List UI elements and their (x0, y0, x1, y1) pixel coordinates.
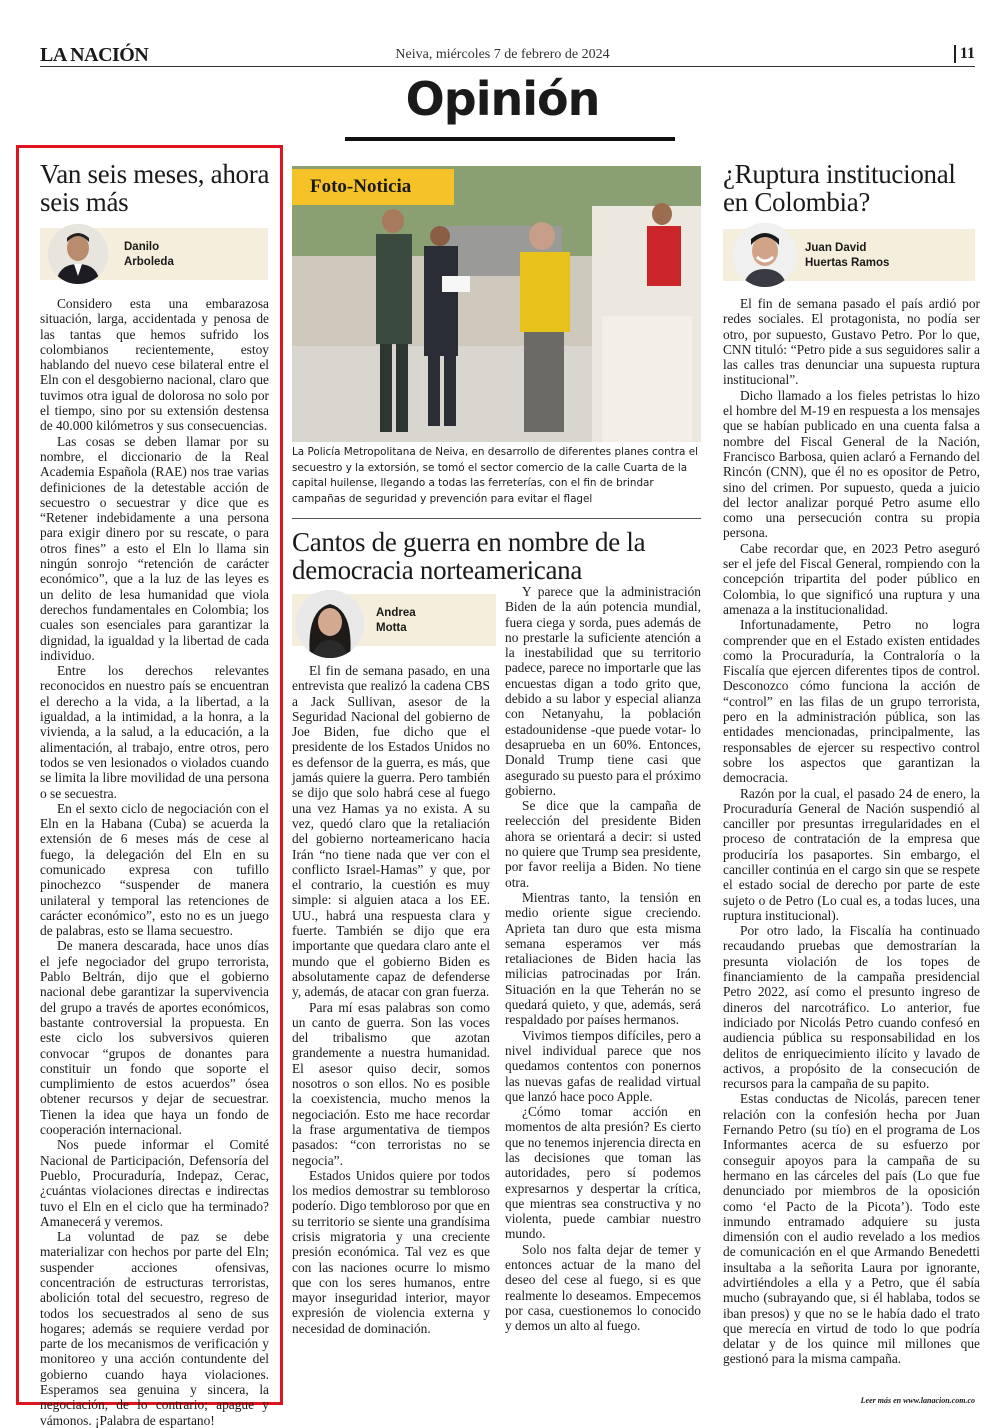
store-scene-image (292, 166, 701, 442)
section-title: Opinión (405, 72, 600, 126)
article-2-body-left (292, 663, 490, 1336)
author-1-name: Danilo Arboleda (124, 241, 174, 268)
paragraph: Para mí esas palabras son como un canto de guerra. Son las voces del tribalismo que azotan grandemente a nuestra humanidad. El asesor quiso decir, somos nosotros o son ellos. No es posible la coexistencia, mucho menos la negociación. Esto me hace recordar la frase argumentativa de tiempos pasados: “con terroristas no se negocia”. (292, 999, 490, 1168)
paragraph: Las cosas se deben llamar por su nombre, el diccionario de la Real Academia Española (RAE) nos trae varias definiciones de la detestable acción de secuestro o secuestrar y dice que es “Retener indebidamente a una persona para exigir dinero por su rescate, o para otros fines” a esto el Eln lo llama sin ningún sonrojo “retención de carácter económico”, que a la luz de las leyes es un delito de lesa humanidad que viola derechos fundamentales en Colombia; los cuales son esenciales para garantizar la dignidad, la igualdad y la libertad de cada individuo. (40, 433, 269, 663)
dateline: Neiva, miércoles 7 de febrero de 2024 (395, 47, 610, 62)
paragraph: Estas conductas de Nicolás, parecen tener relación con la confesión hecha por Juan Fernando Petro (su tío) en el programa de Los Informantes acerca de su esfuerzo por conseguir apoyos para la campaña de su hermano en las cárceles del país (Lo que fue denunciado por miembros de la oposición como ‘el Pacto de la Picota’). Todo este inmundo entramado adquiere su justa dimensión con el audio revelado a los medios de comunicación en el que Armando Benedetti insultaba a la señorita Laura por ignorante, advirtiéndoles a ella y a Petro, que él sabía mucho (subrayando que, si él hablaba, todos se iban presos) y que no se le había dado el trato que merecía en virtud de todo lo que podría delatar y de los quince mil millones que gestionó para la misma campaña. (723, 1091, 980, 1367)
person-icon (48, 224, 108, 284)
person-icon (733, 223, 797, 287)
author-1-avatar (48, 224, 108, 284)
article-1-author-box (40, 228, 268, 280)
paragraph: Nos puede informar el Comité Nacional de Participación, Defensoría del Pueblo, Procuraduría, Indepaz, Cerac, ¿cuántas violaciones directas e indirectas tuvo el Eln en el ciclo que ha terminado? Amanecerá y veremos. (40, 1137, 269, 1229)
photo-caption: La Policía Metropolitana de Neiva, en desarrollo de diferentes planes contra el secuestro y la extorsión, se tomó el sector comercio de la calle Cuarta de la capital huilense, llegando a todas las ferreterías, con el fin de brindar campañas de seguridad y prevención para evitar el flagel (292, 446, 698, 505)
paragraph: Cabe recordar que, en 2023 Petro aseguró ser el jefe del Fiscal General, rompiendo con la concepción tripartita del poder público en Colombia, lo que significó una ruptura y una amenaza a la institucionalidad. (723, 540, 980, 617)
article-1 (40, 160, 272, 216)
article-2-body-right (505, 584, 701, 1334)
paragraph: Entre los derechos relevantes reconocidos en nuestro país se encuentran el derecho a la vida, a la libertad, a la igualdad, a la intimidad, a la honra, a la vivienda, a la salud, a la educación, a la alimentación, al trabajo, entre otros, pero todos se ven lesionados o violados cuando se limita la libre movilidad de una persona o se secuestra. (40, 663, 269, 801)
article-1-headline: Van seis meses, ahora seis más (40, 159, 270, 217)
paragraph: Estados Unidos quiere por todos los medios demostrar su tembloroso poderío. Digo tembloroso por que en su territorio se siente una grandísima crisis migratoria y una creciente presión económica. Tal vez es que con las naciones ocurre lo mismo que con los seres humanos, entre mayor inseguridad interior, mayor expresión de violencia externa y necesidad de dominación. (292, 1167, 490, 1336)
paragraph: ¿Cómo tomar acción en momentos de alta presión? Es cierto que no tenemos injerencia directa en las decisiones que toman las autoridades, pero sí podemos expresarnos y despertar la crítica, que mientras sea constructiva y no violenta, puede cambiar nuestro mundo. (505, 1104, 701, 1242)
page-number: 11 (954, 45, 975, 63)
paragraph: Mientras tanto, la tensión en medio oriente sigue creciendo. Aprieta tan duro que esta misma semana esperamos ver más retaliaciones de Biden hacia las milicias patrocinadas por Irán. Situación en la que Teherán no se quedará quieto, y que, además, será respaldado por países hermanos. (505, 889, 701, 1028)
article-2 (292, 528, 701, 584)
author-2-name: Andrea Motta (376, 607, 416, 634)
paragraph: En el sexto ciclo de negociación con el Eln en la Habana (Cuba) se acuerda la extensión de 6 meses más de cese al fuego, la delegación del Eln en su comunicado expresa con tufillo pinochezco “suspender de manera unilateral y temporal las retenciones de carácter económico”, esto no es un juego de palabras, esto se llama secuestro. (40, 800, 269, 939)
article-2-headline: Cantos de guerra en nombre de la democracia norteamericana (292, 527, 646, 585)
author-2-avatar (296, 590, 364, 658)
divider (292, 518, 701, 519)
news-photo (292, 166, 701, 442)
person-icon (296, 590, 364, 658)
section-underline (345, 137, 675, 141)
foto-noticia-tag: Foto-Noticia (292, 169, 454, 205)
paragraph: El fin de semana pasado, en una entrevista que realizó la cadena CBS a Jack Sullivan, asesor de la Seguridad Nacional del gobierno de Joe Biden, fue dicho que el presidente de los Estados Unidos no es defensor de la guerra, es más, que jamás quiere la guerra. Pero también se dijo que solo habrá cese al fuego una vez Hamas ya no exista. A su vez, quedó claro que la retaliación del gobierno norteamericano hacia Irán “no tiene nada que ver con el conflicto Israel-Hamas” y que, por el contrario, la cuestión es muy simple: si alguien ataca a los EE. UU., habrá una respuesta clara y fuerte. También se dijo que era importante que quedara claro ante el mundo que el gobierno Biden es absolutamente capaz de defenderse y, además, de atacar con gran fuerza. (292, 663, 490, 1000)
article-1-body (40, 296, 269, 1428)
article-3-author-box (723, 229, 975, 281)
header-rule (40, 66, 975, 67)
article-3 (723, 160, 975, 216)
paragraph: Razón por la cual, el pasado 24 de enero, la Procuraduría General de Nación suspendió al canciller por presuntas irregularidades en el proceso de contratación de la empresa que produciría los pasaportes. Sin embargo, el canciller continúa en el cargo sin que se respete el estado social de derecho por parte de este sujeto o de Petro (Lo cual es, a todas luces, una ruptura institucional). (723, 785, 980, 923)
paragraph: Vivimos tiempos difíciles, pero a nivel individual parece que nos quedamos contentos con ponernos las nuevas gafas de realidad virtual que lanzó hace poco Apple. (505, 1027, 701, 1104)
paragraph: El fin de semana pasado el país ardió por redes sociales. El protagonista, no podía ser otro, por supuesto, Gustavo Petro. Por lo que, CNN tituló: “Petro pide a sus seguidores salir a las calles tras denunciar una supuesta ruptura institucional”. (723, 296, 980, 388)
paragraph: Se dice que la campaña de reelección del presidente Biden ahora se orientará a decir: si usted no quiere que Trump sea presidente, por favor reelija a Biden. No tiene otra. (505, 798, 701, 890)
paragraph: Infortunadamente, Petro no logra comprender que en el Estado existen entidades como la Procuraduría, la Contraloría o la Fiscalía que ejercen diferentes tipos de control. Desconozco cómo funciona la acción de “control” en las filas de un grupo terrorista, pero en la administración pública, son las entidades mencionadas, principalmente, las responsables de ejercer su respectivo control sobre los aspectos que garantizan la democracia. (723, 617, 980, 786)
paragraph: Dicho llamado a los fieles petristas lo hizo el hombre del M-19 en respuesta a los mensajes que se habían publicado en una cuenta falsa a nombre del Fiscal General de la Nación, Francisco Barbosa, quien aclaró a Fernando del Rincón (CNN), que él no es opositor de Petro, sino del crimen. Por supuesto, queda a juicio del lector analizar porqué Petro asume ello como una persecución contra su propia persona. (723, 387, 980, 541)
paragraph: De manera descarada, hace unos días el jefe negociador del grupo terrorista, Pablo Beltrán, dijo que el gobierno nacional debe garantizar la supervivencia del grupo a través de aportes económicos, bastante controversial la propuesta. En este ciclo los subversivos quieren convocar “grupos de donantes para constituir un fondo que soporte el cumplimiento de estos acuerdos” ósea obtener recursos y dejar de secuestrar. Tienen la idea que haya un fondo de cooperación internacional. (40, 938, 269, 1138)
article-3-headline: ¿Ruptura institucional en Colombia? (723, 159, 956, 217)
paragraph: Considero esta una embarazosa situación, larga, accidentada y penosa de las tantas que hemos sufrido los colombianos recientemente, estoy hablando del nuevo cese bilateral entre el Eln con el desgobierno nacional, claro que tuvimos otra igual de dolorosa no solo por el tiempo, sino por su extensión destensa de 40.000 kilómetros y sus consecuencias. (40, 296, 269, 434)
paragraph: Solo nos falta dejar de temer y entonces actuar de la mano del deseo del cese al fuego, si es que realmente lo deseamos. Empecemos por casa, cuestionemos lo conocido y demos un alto al fuego. (505, 1241, 701, 1334)
paragraph: Por otro lado, la Fiscalía ha continuado recaudando pruebas que demostrarían la presunta violación de los topes de financiamiento de la campaña presidencial Petro 2022, así como el presunto ingreso de dineros del narcotráfico. Lo anterior, fue indiciado por Nicolás Petro cuando confesó en audiencia pública su responsabilidad en los delitos de enriquecimiento ilícito y lavado de activos, a propósito de la consecución de recursos para la campaña de su papito. (723, 923, 980, 1092)
read-more-link[interactable]: Leer más en www.lanacion.com.co (860, 1396, 975, 1405)
paragraph: La voluntad de paz se debe materializar con hechos por parte del Eln; suspender acciones ofensivas, concentración de estructuras terroristas, abolición total del secuestro, regreso de todos los secuestrados al seno de sus hogares; además se requiere verdad por parte de los mecanismos de verificación y monitoreo y una acción contundente del gobierno cuando haya violaciones. Esperamos sea genuina y sincera, la negociación, de lo contrario; apague y vámonos. ¡Palabra de espartano! (40, 1229, 269, 1428)
article-2-author-box (292, 594, 496, 646)
author-3-avatar (733, 223, 797, 287)
paragraph: Y parece que la administración Biden de la aún potencia mundial, fuera ciega y sorda, pues además de no prestarle la suficiente atención a la inestabilidad que su territorio padece, parece no importarle que las encuestas digan a todo grito que, debido a su labor y especial alianza con Netanyahu, la población estadounidense -que puede votar- lo desaprueba en un 60%. Entonces, Donald Trump tiene casi que asegurado su puesto para el próximo gobierno. (505, 584, 701, 798)
newspaper-logo: LA NACIÓN (40, 44, 149, 66)
article-3-body (723, 296, 980, 1367)
author-3-name: Juan David Huertas Ramos (805, 242, 890, 269)
